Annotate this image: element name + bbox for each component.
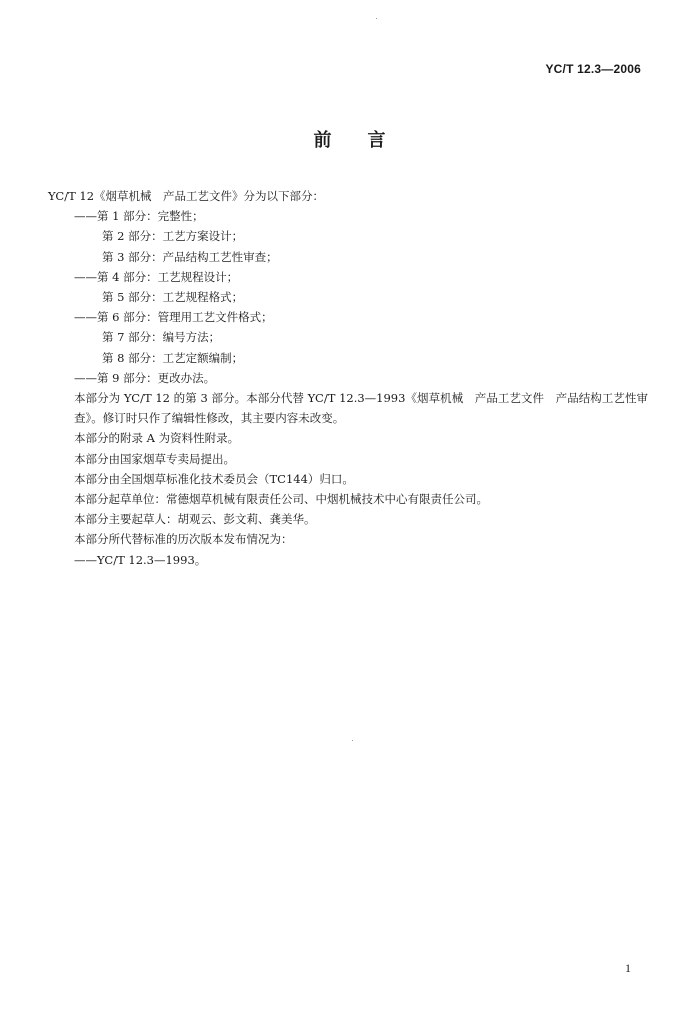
list-item-text: 第 4 部分：工艺规程设计； — [97, 269, 239, 284]
list-item — [48, 226, 648, 246]
page-number: 1 — [625, 961, 631, 975]
paragraph-proposer: 本部分由国家烟草专卖局提出。 — [74, 451, 235, 466]
standard-code: YC/T 12.3—2006 — [545, 62, 641, 76]
list-item — [48, 348, 648, 368]
list-item-text: 第 1 部分：完整性； — [97, 209, 204, 224]
list-item-text: 第 2 部分：工艺方案设计； — [102, 229, 244, 244]
foreword-body — [48, 186, 648, 570]
list-item-text: 第 9 部分：更改办法。 — [97, 370, 216, 385]
list-item-text: 第 6 部分：管理用工艺文件格式； — [97, 310, 273, 325]
paragraph-committee: 本部分由全国烟草标准化技术委员会（TC144）归口。 — [74, 471, 354, 486]
list-dash: —— — [74, 310, 97, 325]
list-dash: —— — [74, 370, 97, 385]
list-item — [48, 267, 648, 287]
scan-speck — [352, 740, 353, 741]
list-item-text: 第 7 部分：编号方法； — [102, 330, 221, 345]
list-item-text: 第 8 部分：工艺定额编制； — [102, 350, 244, 365]
list-item — [48, 368, 648, 388]
list-item-text: 第 5 部分：工艺规程格式； — [102, 290, 244, 305]
paragraph-history-intro: 本部分所代替标准的历次版本发布情况为： — [74, 532, 293, 547]
list-item-text: 第 3 部分：产品结构工艺性审查； — [102, 249, 278, 264]
paragraph-replacement-note: 本部分为 YC/T 12 的第 3 部分。本部分代替 YC/T 12.3—1993《烟草机械 产品工艺文件 产品结构工艺性审查》。修订时只作了编辑性修改，其主要内容未改变。 — [74, 391, 648, 426]
scan-speck — [376, 18, 377, 19]
list-item — [48, 327, 648, 347]
parts-list — [48, 206, 648, 388]
list-item — [48, 287, 648, 307]
list-dash: —— — [74, 269, 97, 284]
paragraph-annex: 本部分的附录 A 为资料性附录。 — [74, 431, 240, 446]
list-item — [48, 206, 648, 226]
list-item — [48, 307, 648, 327]
list-item — [48, 247, 648, 267]
paragraph-drafters: 本部分主要起草人：胡观云、彭文莉、龚美华。 — [74, 512, 316, 527]
intro-line: YC/T 12《烟草机械 产品工艺文件》分为以下部分： — [48, 189, 325, 203]
page-title: 前言 — [313, 130, 422, 151]
history-item: ——YC/T 12.3—1993。 — [74, 552, 207, 567]
paragraph-drafting-units: 本部分起草单位：常德烟草机械有限责任公司、中烟机械技术中心有限责任公司。 — [74, 492, 488, 507]
list-dash: —— — [74, 209, 97, 224]
